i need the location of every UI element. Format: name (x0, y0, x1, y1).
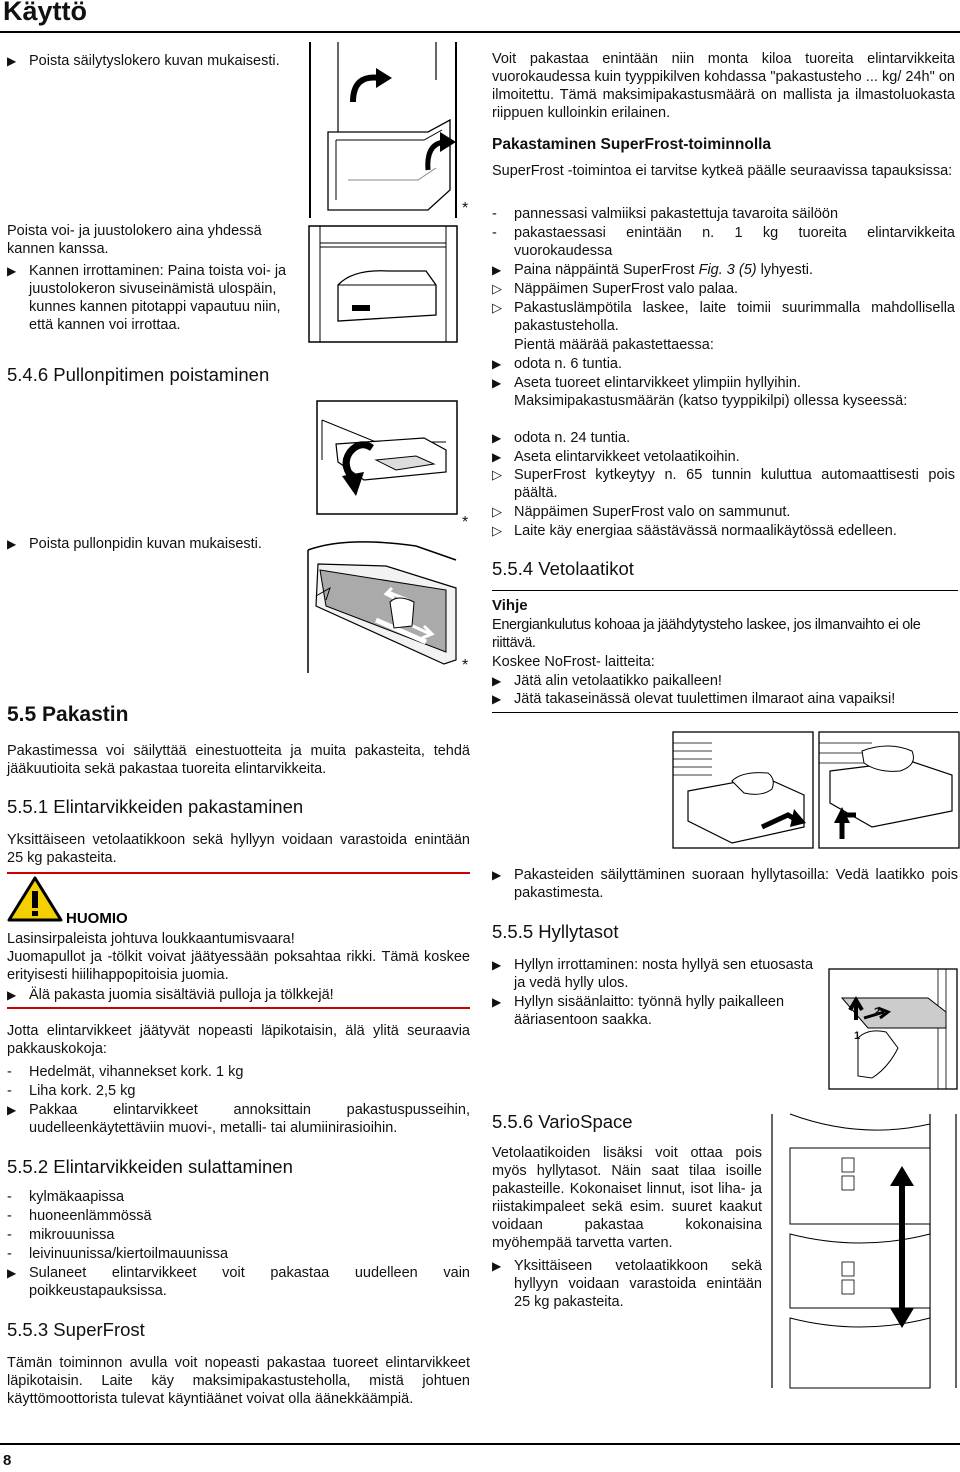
arrow-bullet-icon: ▶ (492, 450, 502, 464)
section-heading: 5.5.3 SuperFrost (7, 1319, 145, 1340)
header-rule (0, 31, 960, 33)
result-item: ▷ Näppäimen SuperFrost valo on sammunut. (492, 504, 791, 520)
open-arrow-icon: ▷ (492, 300, 502, 315)
tip-title: Vihje (492, 597, 528, 614)
footnote-star: * (462, 200, 469, 217)
list-item: ▶ Hyllyn irrottaminen: nosta hyllyä sen etuosasta ja vedä hylly ulos. (492, 957, 814, 991)
section-heading: 5.5.6 VarioSpace (492, 1111, 633, 1132)
figure-reference: Fig. 3 (5) (698, 262, 757, 278)
dash-item: - pakastaessasi enintään n. 1 kg tuoreita elintarvikkeita vuorokaudessa (492, 225, 955, 259)
paragraph: Energiankulutus kohoaa ja jäähdytysteho laskee, jos ilmanvaihto ei ole riittävä. (492, 617, 921, 651)
tip-rule (492, 590, 958, 591)
dash-item: - huoneenlämmössä (7, 1208, 152, 1224)
page-number: 8 (3, 1452, 12, 1469)
figure-drawer-removal (672, 731, 960, 849)
arrow-bullet-icon: ▶ (7, 1103, 17, 1117)
section-heading: 5.5.4 Vetolaatikot (492, 558, 634, 579)
arrow-bullet-icon: ▶ (7, 988, 17, 1002)
dash-item: - leivinuunissa/kiertoilmauunissa (7, 1246, 229, 1262)
paragraph: Tämän toiminnon avulla voit nopeasti pakastaa tuoreet elintarvikkeet läpikotaisin. Laite käy maksimipakastusteholla, mistä johtuen käyttömoottorista tulevat käyntiäänet voivat olla äänekkäämpiä. (7, 1355, 470, 1407)
arrow-bullet-icon: ▶ (492, 868, 502, 882)
result-item: ▷ SuperFrost kytkeytyy n. 65 tunnin kuluttua automaattisesti pois päältä. (492, 467, 955, 501)
paragraph: SuperFrost -toimintoa ei tarvitse kytkeä päälle seuraavissa tapauksissa: (492, 163, 953, 179)
arrow-bullet-icon: ▶ (492, 958, 502, 972)
dash-item: - Hedelmät, vihannekset kork. 1 kg (7, 1064, 244, 1080)
list-item: ▶ Kannen irrottaminen: Paina toista voi- ja juustolokeron sivuseinämistä ulospäin, kunnes kannen pitotappi vapautuu niin, että kannen voi irrottaa. (7, 263, 287, 333)
list-item: ▶ Paina näppäintä SuperFrost Fig. 3 (5) lyhyesti. (492, 262, 814, 278)
paragraph: Pakastimessa voi säilyttää einestuotteita ja muita pakasteita, tehdä jääkuutioita sekä pakastaa tuoreita elintarvikkeita. (7, 743, 470, 777)
subsection-heading: Pakastaminen SuperFrost-toiminnolla (492, 136, 772, 153)
list-item: ▶ Yksittäiseen vetolaatikkoon sekä hyllyyn voidaan varastoida enintään 25 kg pakasteita. (492, 1258, 762, 1310)
arrow-bullet-icon: ▶ (492, 692, 502, 706)
arrow-bullet-icon: ▶ (492, 376, 502, 390)
section-heading: 5.5 Pakastin (7, 703, 129, 726)
footnote-star: * (462, 514, 469, 531)
page-header (0, 0, 960, 32)
warning-triangle-icon (7, 876, 63, 922)
arrow-bullet-icon: ▶ (7, 54, 17, 68)
warning-rule (7, 872, 470, 874)
list-item: ▶ Älä pakasta juomia sisältäviä pulloja ja tölkkejä! (7, 987, 334, 1003)
open-arrow-icon: ▷ (492, 523, 502, 538)
list-item: ▶ odota n. 6 tuntia. (492, 356, 623, 372)
warning-line: Lasinsirpaleista johtuva loukkaantumisvaara! (7, 931, 295, 947)
list-item: ▶ Poista pullonpidin kuvan mukaisesti. (7, 536, 262, 552)
list-item: ▶ Aseta elintarvikkeet vetolaatikoihin. (492, 449, 740, 465)
figure-drawer-slide (306, 530, 458, 675)
arrow-bullet-icon: ▶ (492, 431, 502, 445)
arrow-bullet-icon: ▶ (7, 264, 17, 278)
paragraph: Voit pakastaa enintään niin monta kiloa tuoreita elintarvikkeita vuorokaudessa kuin tyyppikilven kohdassa "pakastusteho ... kg/ 24h" on ilmoitettu. Tämä maksimipakastusmäärä on mallista ja ilmastoluokasta riippuen kulloinkin erilainen. (492, 51, 955, 121)
paragraph: Vetolaatikoiden lisäksi voit ottaa pois myös hyllytasot. Näin saat tilaa isoille pakasteille. Kokonaiset linnut, isot liha- ja riistakimpaleet sekä esim. suuret kaakut voidaan pakastaa kokonaisina myöhempää tarvetta varten. (492, 1145, 762, 1251)
open-arrow-icon: ▷ (492, 504, 502, 519)
warning-line: Juomapullot ja -tölkit voivat jäätyessään poksahtaa rikki. Tämä koskee erityisesti hiilihappopitoisia juomia. (7, 949, 470, 983)
warning-title: HUOMIO (66, 910, 128, 927)
paragraph: Yksittäiseen vetolaatikkoon sekä hyllyyn voidaan varastoida enintään 25 kg pakasteita. (7, 832, 470, 866)
shelf-step-label: 1 (854, 1030, 861, 1042)
dash-item: - Liha kork. 2,5 kg (7, 1083, 136, 1099)
open-arrow-icon: ▷ (492, 467, 502, 482)
dash-item: - mikrouunissa (7, 1227, 115, 1243)
page-title: Käyttö (3, 0, 88, 26)
section-heading: 5.5.5 Hyllytasot (492, 921, 619, 942)
paragraph: Koskee NoFrost- laitteita: (492, 654, 655, 670)
result-item: ▷ Pakastuslämpötila laskee, laite toimii suurimmalla mahdollisella pakastusteholla. (492, 300, 955, 334)
figure-bottle-holder (316, 400, 458, 515)
arrow-bullet-icon: ▶ (7, 1266, 17, 1280)
shelf-step-label: 2 (874, 1006, 881, 1018)
arrow-bullet-icon: ▶ (7, 537, 17, 551)
list-item: ▶ Pakkaa elintarvikkeet annoksittain pakastuspusseihin, uudelleenkäytettäviin muovi-, metalli- tai alumiinirasioihin. (7, 1102, 470, 1136)
tip-rule (492, 712, 958, 713)
list-item: ▶ Jätä takaseinässä olevat tuulettimen ilmaraot aina vapaiksi! (492, 691, 896, 707)
result-item: ▷ Näppäimen SuperFrost valo palaa. (492, 281, 739, 297)
arrow-bullet-icon: ▶ (492, 674, 502, 688)
section-heading: 5.5.2 Elintarvikkeiden sulattaminen (7, 1156, 293, 1177)
figure-shelf-removal (828, 968, 958, 1090)
result-item: ▷ Laite käy energiaa säästävässä normaalikäytössä edelleen. (492, 523, 897, 539)
note-line: Pientä määrää pakastettaessa: (514, 337, 714, 353)
figure-variospace (770, 1112, 958, 1390)
note-line: Maksimipakastusmäärän (katso tyyppikilpi) ollessa kyseessä: (514, 393, 908, 409)
section-heading: 5.4.6 Pullonpitimen poistaminen (7, 364, 270, 385)
arrow-bullet-icon: ▶ (492, 263, 502, 277)
footer-rule (0, 1443, 960, 1445)
arrow-bullet-icon: ▶ (492, 995, 502, 1009)
footnote-star: * (462, 657, 469, 674)
section-heading: 5.5.1 Elintarvikkeiden pakastaminen (7, 796, 304, 817)
list-item: ▶ odota n. 24 tuntia. (492, 430, 631, 446)
arrow-bullet-icon: ▶ (492, 1259, 502, 1273)
paragraph: Jotta elintarvikkeet jäätyvät nopeasti läpikotaisin, älä ylitä seuraavia pakkauskokoja: (7, 1023, 470, 1057)
paragraph: Poista voi- ja juustolokero aina yhdessä kannen kanssa. (7, 223, 262, 257)
open-arrow-icon: ▷ (492, 281, 502, 296)
figure-storage-compartment (308, 40, 458, 220)
warning-rule (7, 1007, 470, 1009)
list-item: ▶ Jätä alin vetolaatikko paikalleen! (492, 673, 722, 689)
list-item: ▶ Sulaneet elintarvikkeet voit pakastaa uudelleen vain poikkeustapauksissa. (7, 1265, 470, 1299)
figure-butter-cheese-compartment (308, 225, 458, 343)
dash-item: - kylmäkaapissa (7, 1189, 125, 1205)
list-item: ▶ Pakasteiden säilyttäminen suoraan hyllytasoilla: Vedä laatikko pois pakastimesta. (492, 867, 958, 901)
dash-item: - pannessasi valmiiksi pakastettuja tavaroita säilöön (492, 206, 839, 222)
list-item: ▶ Poista säilytyslokero kuvan mukaisesti. (7, 53, 280, 69)
list-item: ▶ Aseta tuoreet elintarvikkeet ylimpiin hyllyihin. (492, 375, 801, 391)
list-item: ▶ Hyllyn sisäänlaitto: työnnä hylly paikalleen ääriasentoon saakka. (492, 994, 785, 1028)
arrow-bullet-icon: ▶ (492, 357, 502, 371)
